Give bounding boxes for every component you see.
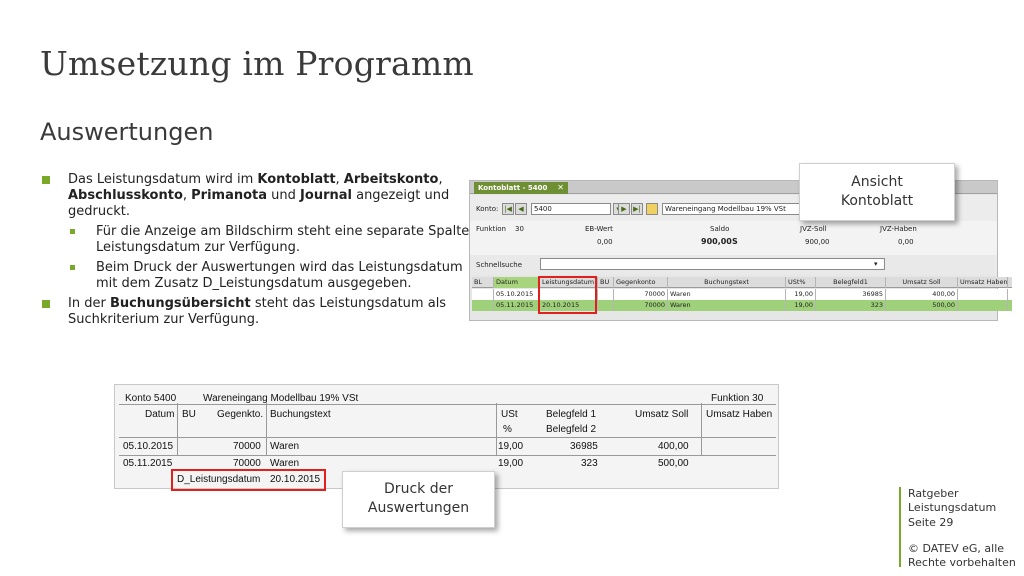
konto-input[interactable]: 5400 bbox=[531, 203, 611, 215]
previous-record-icon[interactable]: ◀ bbox=[515, 203, 527, 215]
column-header[interactable]: Gegenkonto bbox=[614, 277, 668, 288]
callout-text: Auswertungen bbox=[367, 500, 470, 516]
divider bbox=[266, 403, 267, 455]
table-cell: 70000 bbox=[614, 300, 668, 311]
table-cell bbox=[472, 289, 494, 300]
druck-cell: 36985 bbox=[570, 441, 598, 452]
callout-text: Ansicht bbox=[851, 174, 903, 190]
druck-col-umsatz-soll: Umsatz Soll bbox=[635, 409, 689, 420]
footer-page bbox=[908, 516, 953, 530]
slide-title: Umsetzung im Programm bbox=[40, 44, 474, 83]
column-header[interactable]: Belegfeld1 bbox=[816, 277, 886, 288]
jvz-soll-label: JVZ-Soll bbox=[800, 225, 827, 233]
druck-col-gegenkto: Gegenkto. bbox=[217, 409, 264, 420]
table-cell: Waren bbox=[668, 300, 786, 311]
page-label: Seite bbox=[908, 516, 936, 529]
footer-text: Ratgeber bbox=[908, 487, 959, 500]
druck-col-bu: BU bbox=[182, 409, 196, 420]
druck-cell: Waren bbox=[270, 458, 300, 469]
table-cell: 70000 bbox=[614, 289, 668, 300]
druck-funktion: Funktion 30 bbox=[711, 393, 764, 404]
highlight-frame-leistungsdatum bbox=[538, 276, 597, 314]
column-header[interactable]: Leistungsdatum bbox=[540, 277, 598, 288]
footer-topic bbox=[908, 487, 996, 515]
druck-col-ust: USt bbox=[501, 409, 518, 420]
druck-cell: 05.10.2015 bbox=[123, 441, 174, 452]
table-cell: 323 bbox=[816, 300, 886, 311]
table-cell bbox=[958, 300, 1008, 311]
druck-d-leistungsdatum-value: 20.10.2015 bbox=[270, 474, 321, 485]
schnellsuche-input[interactable] bbox=[540, 258, 885, 270]
saldo-side: S bbox=[732, 237, 738, 246]
druck-cell: 70000 bbox=[233, 441, 261, 452]
jvz-haben-value: 0,00 bbox=[898, 238, 914, 246]
folder-icon[interactable] bbox=[646, 203, 658, 215]
druck-cell: 323 bbox=[581, 458, 598, 469]
bullet-item: Das Leistungsdatum wird im Kontoblatt, Arbeitskonto, Abschlusskonto, Primanota und Journal angezeigt und gedruckt. bbox=[40, 172, 470, 220]
druck-konto-name: Wareneingang Modellbau 19% VSt bbox=[203, 393, 359, 404]
divider bbox=[177, 403, 178, 455]
slide-subtitle: Auswertungen bbox=[40, 118, 214, 146]
footer-text: Rechte vorbehalten bbox=[908, 556, 1016, 569]
druck-col-belegfeld1: Belegfeld 1 bbox=[546, 409, 597, 420]
jvz-haben-label: JVZ-Haben bbox=[880, 225, 917, 233]
sub-bullet-item: Für die Anzeige am Bildschirm steht eine separate Spalte Leistungsdatum zur Verfügung. bbox=[40, 224, 470, 256]
table-cell: 20.10.2015 bbox=[540, 300, 598, 311]
callout-ansicht-kontoblatt bbox=[799, 163, 955, 221]
next-record-icon[interactable]: ▶ bbox=[618, 203, 630, 215]
druck-konto: Konto 5400 bbox=[125, 393, 177, 404]
druck-cell: 400,00 bbox=[658, 441, 689, 452]
divider bbox=[119, 437, 776, 438]
table-cell: 36985 bbox=[816, 289, 886, 300]
table-cell bbox=[598, 300, 614, 311]
callout-text: Druck der bbox=[384, 481, 453, 497]
druck-col-umsatz-haben: Umsatz Haben bbox=[706, 409, 773, 420]
table-cell bbox=[472, 300, 494, 311]
druck-cell: 70000 bbox=[233, 458, 261, 469]
column-header[interactable]: Umsatz Haben bbox=[960, 278, 1008, 286]
bullet-list bbox=[40, 172, 470, 332]
druck-col-buchungstext: Buchungstext bbox=[270, 409, 331, 420]
table-cell: 500,00 bbox=[886, 300, 958, 311]
column-header[interactable]: USt% bbox=[786, 277, 816, 288]
footer-copyright bbox=[908, 542, 1016, 570]
chevron-down-icon[interactable]: ▾ bbox=[874, 260, 878, 268]
druck-cell: Waren bbox=[270, 441, 300, 452]
divider bbox=[701, 403, 702, 455]
page-number: 29 bbox=[939, 516, 954, 529]
table-cell: Waren bbox=[668, 289, 786, 300]
divider bbox=[119, 404, 776, 405]
saldo-value: 900,00 bbox=[701, 237, 732, 246]
table-cell: 05.11.2015 bbox=[494, 300, 540, 311]
druck-cell: 19,00 bbox=[498, 458, 524, 469]
druck-col-ust-percent: % bbox=[503, 424, 512, 435]
first-record-icon[interactable]: |◀ bbox=[502, 203, 514, 215]
funktion-value: 30 bbox=[515, 225, 524, 233]
table-cell: 19,00 bbox=[786, 300, 816, 311]
druck-cell: 500,00 bbox=[658, 458, 689, 469]
schnellsuche-bar bbox=[470, 255, 997, 275]
druck-col-datum: Datum bbox=[145, 409, 175, 420]
table-cell: 19,00 bbox=[786, 289, 816, 300]
table-cell: 400,00 bbox=[886, 289, 958, 300]
tab-kontoblatt[interactable]: Kontoblatt - 5400 ✕ bbox=[474, 182, 568, 194]
jvz-soll-value: 900,00 bbox=[805, 238, 830, 246]
column-header[interactable]: BU bbox=[598, 277, 614, 288]
last-record-icon[interactable]: ▶| bbox=[631, 203, 643, 215]
konto-label: Konto: bbox=[476, 205, 499, 213]
konto-info-panel bbox=[470, 221, 997, 255]
highlight-frame-d-leistungsdatum bbox=[171, 469, 326, 491]
druck-cell: 05.11.2015 bbox=[123, 458, 173, 469]
close-icon[interactable]: ✕ bbox=[557, 183, 564, 192]
column-header[interactable]: Umsatz Soll bbox=[886, 277, 958, 288]
konto-name-field: Wareneingang Modellbau 19% VSt bbox=[662, 203, 892, 215]
callout-text: Kontoblatt bbox=[840, 193, 914, 209]
saldo-label: Saldo bbox=[710, 225, 730, 233]
table-cell bbox=[598, 289, 614, 300]
table-cell bbox=[958, 289, 1008, 300]
footer-accent-line bbox=[899, 487, 901, 567]
bullet-item: In der Buchungsübersicht steht das Leistungsdatum als Suchkriterium zur Verfügung. bbox=[40, 296, 470, 328]
footer-text: Leistungsdatum bbox=[908, 501, 997, 514]
druck-d-leistungsdatum-label: D_Leistungsdatum bbox=[177, 474, 261, 485]
footer-text: © DATEV eG, alle bbox=[908, 542, 1005, 555]
eb-label: EB-Wert bbox=[585, 225, 613, 233]
column-header[interactable]: Datum bbox=[494, 277, 540, 288]
druck-col-belegfeld2: Belegfeld 2 bbox=[546, 424, 597, 435]
schnellsuche-label: Schnellsuche bbox=[476, 261, 523, 269]
divider bbox=[496, 403, 497, 455]
divider bbox=[119, 455, 776, 456]
column-header[interactable]: Buchungstext bbox=[668, 277, 786, 288]
druck-cell: 19,00 bbox=[498, 441, 524, 452]
funktion-label: Funktion bbox=[476, 225, 506, 233]
eb-value: 0,00 bbox=[597, 238, 613, 246]
table-cell: 05.10.2015 bbox=[494, 289, 540, 300]
sub-bullet-item: Beim Druck der Auswertungen wird das Leistungsdatum mit dem Zusatz D_Leistungsdatum ausgegeben. bbox=[40, 260, 470, 292]
callout-druck-der-auswertungen bbox=[342, 471, 495, 528]
column-header[interactable]: BL bbox=[472, 277, 494, 288]
